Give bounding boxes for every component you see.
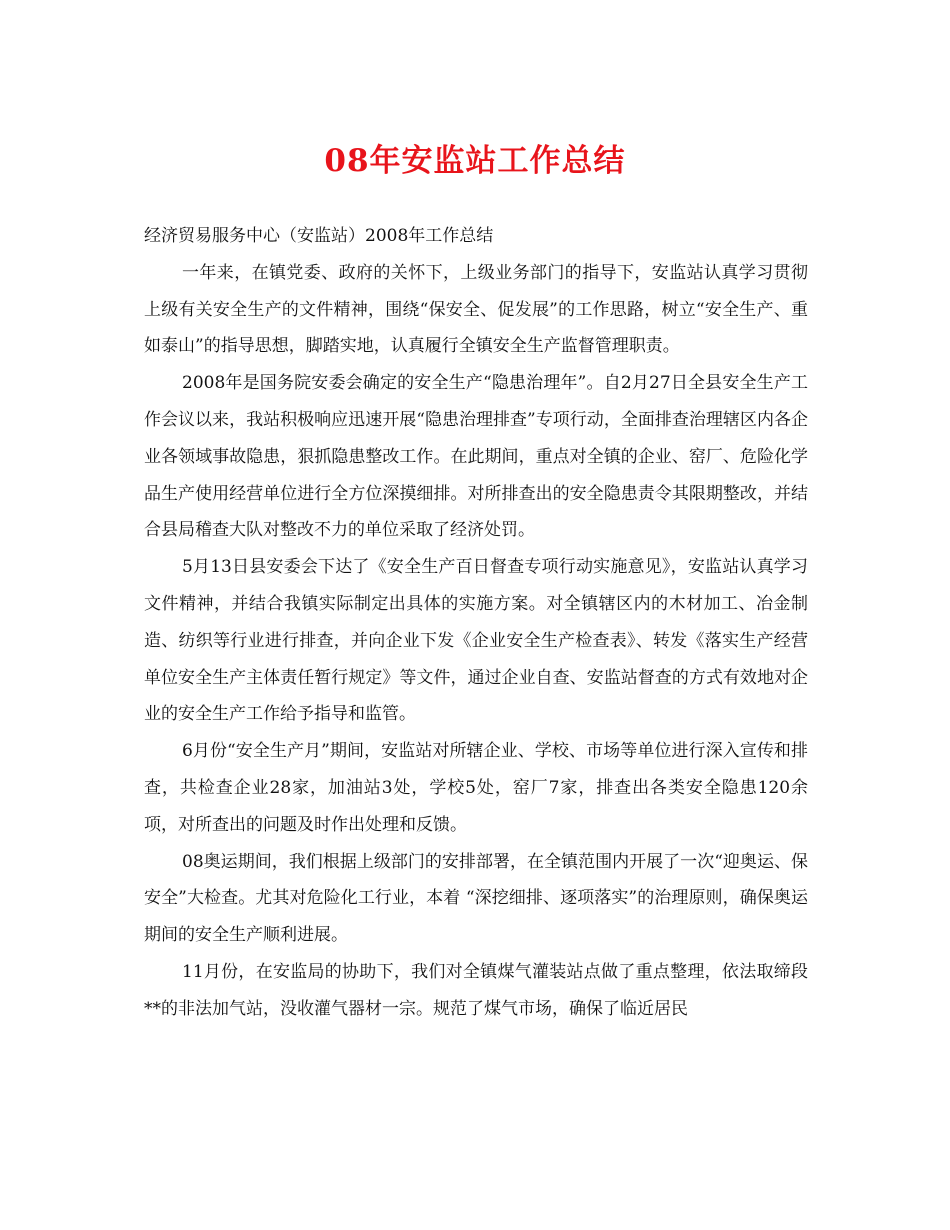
paragraph-5: 08奥运期间，我们根据上级部门的安排部署，在全镇范围内开展了一次“迎奥运、保安全”大检查。尤其对危险化工行业，本着 “深挖细排、逐项落实”的治理原则，确保奥运期间的安全生产顺利进展。	[144, 851, 808, 946]
paragraph-6: 11月份，在安监局的协助下，我们对全镇煤气灌装站点做了重点整理，依法取缔段**的非法加气站，没收灌气器材一宗。规范了煤气市场，确保了临近居民	[144, 961, 808, 1019]
paragraph-1: 一年来，在镇党委、政府的关怀下，上级业务部门的指导下，安监站认真学习贯彻上级有关安全生产的文件精神，围绕“保安全、促发展”的工作思路，树立“安全生产、重如泰山”的指导思想，脚踏实地，认真履行全镇安全生产监督管理职责。	[144, 262, 808, 357]
paragraph-3: 5月13日县安委会下达了《安全生产百日督查专项行动实施意见》，安监站认真学习文件精神，并结合我镇实际制定出具体的实施方案。对全镇辖区内的木材加工、冶金制造、纺织等行业进行排查，并向企业下发《企业安全生产检查表》、转发《落实生产经营单位安全生产主体责任暂行规定》等文件，通过企业自查、安监站督查的方式有效地对企业的安全生产工作给予指导和监管。	[144, 557, 808, 725]
paragraph-2: 2008年是国务院安委会确定的安全生产“隐患治理年”。自2月27日全县安全生产工作会议以来，我站积极响应迅速开展“隐患治理排查”专项行动，全面排查治理辖区内各企业各领域事故隐患，狠抓隐患整改工作。在此期间，重点对全镇的企业、窑厂、危险化学品生产使用经营单位进行全方位深摸细排。对所排查出的安全隐患责令其限期整改，并结合县局稽查大队对整改不力的单位采取了经济处罚。	[144, 373, 808, 541]
document-subtitle: 经济贸易服务中心（安监站）2008年工作总结	[144, 226, 494, 246]
paragraph-4: 6月份“安全生产月”期间，安监站对所辖企业、学校、市场等单位进行深入宣传和排查，共检查企业28家，加油站3处，学校5处，窑厂7家，排查出各类安全隐患120余项，对所查出的问题及时作出处理和反馈。	[144, 741, 808, 835]
document-body	[144, 218, 808, 1028]
document-title: 08年安监站工作总结	[324, 143, 626, 179]
